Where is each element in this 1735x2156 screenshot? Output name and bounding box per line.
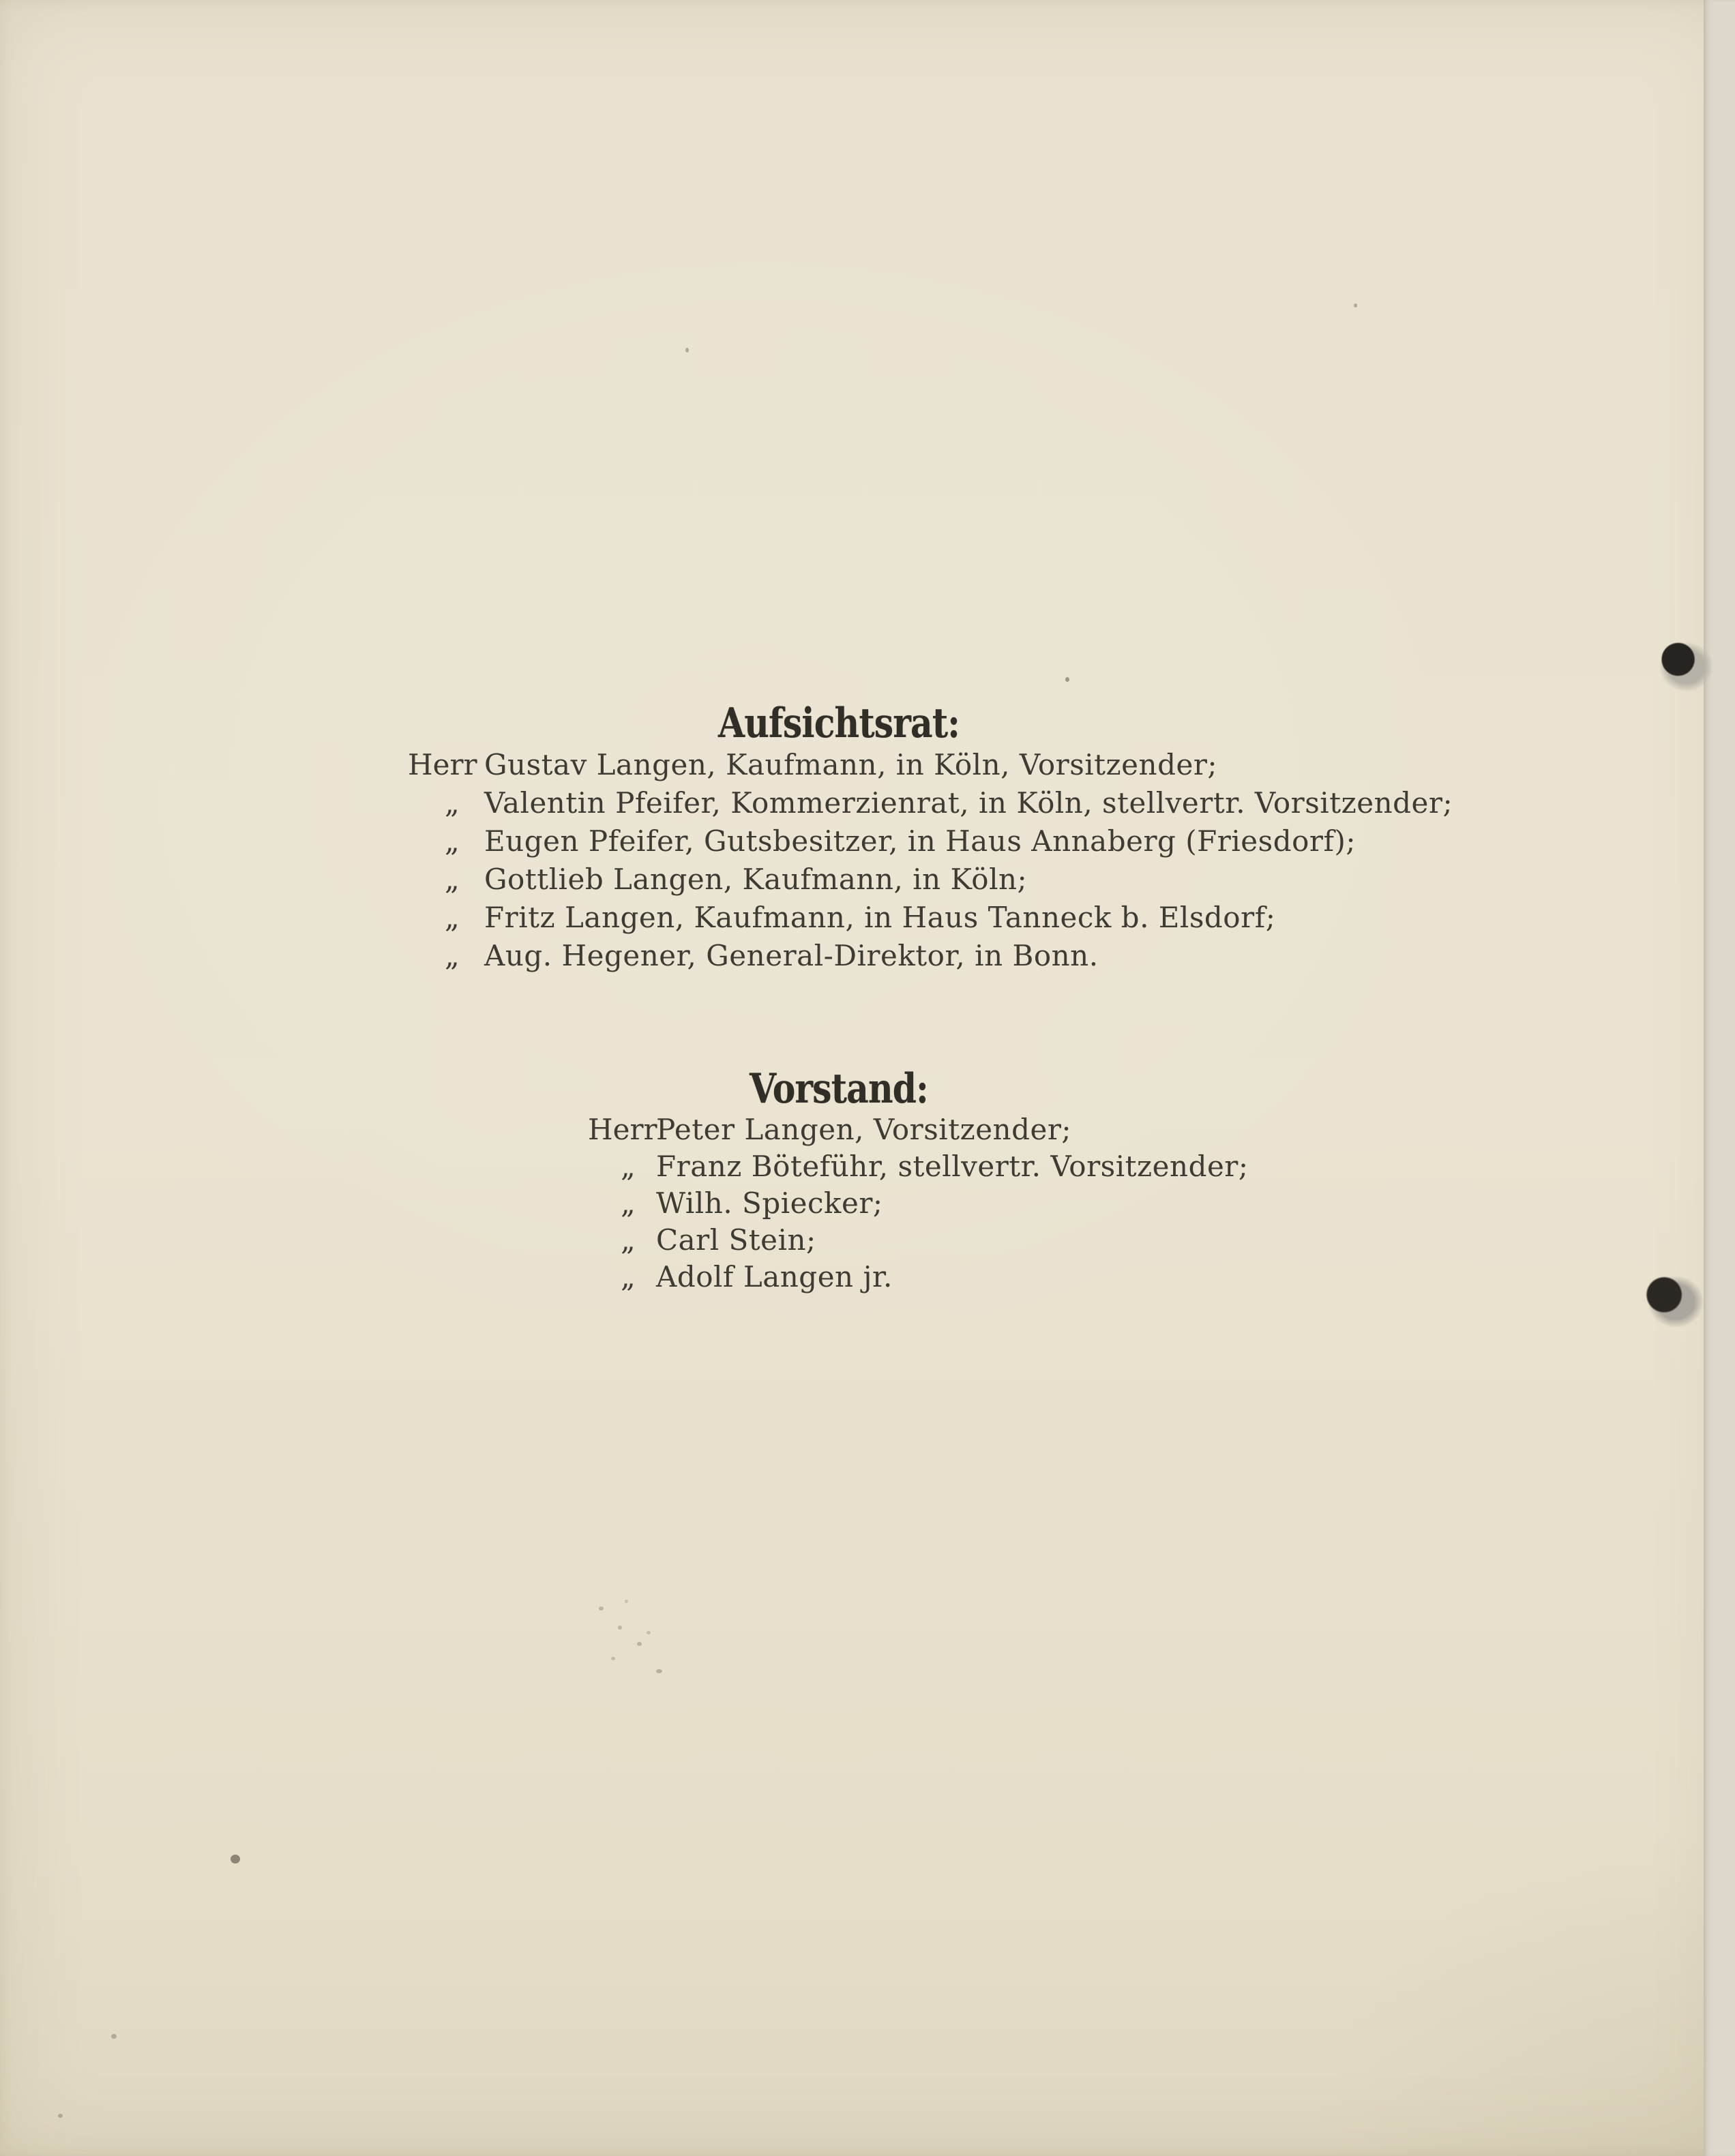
member-text: Carl Stein; [656,1223,816,1257]
paper-speck [656,1669,662,1673]
salutation-label: Herr [408,748,477,781]
ditto-mark: „ [445,824,460,858]
member-text: Wilh. Spiecker; [656,1186,883,1220]
paper-speck [637,1642,642,1646]
punch-hole-bottom [1631,1263,1708,1332]
punch-hole-top [1645,629,1719,697]
member-text: Gottlieb Langen, Kaufmann, in Köln; [484,863,1028,896]
board-member-row [408,860,1453,899]
ditto-mark: „ [621,1150,636,1183]
board-member-row [588,1259,1249,1296]
paper-speck [599,1606,604,1611]
board-member-row [408,899,1453,937]
board-member-row [408,937,1453,975]
board-member-row [588,1111,1249,1148]
member-text: Gustav Langen, Kaufmann, in Köln, Vorsitzender; [484,748,1218,781]
paper-speck [1354,303,1357,308]
ditto-mark: „ [621,1260,636,1293]
paper-speck [111,2034,117,2039]
member-text: Eugen Pfeifer, Gutsbesitzer, in Haus Annaberg (Friesdorf); [484,824,1356,858]
ditto-mark: „ [445,939,460,972]
board-member-row [588,1185,1249,1222]
board-member-row [408,746,1453,784]
paper-speck [1065,677,1069,682]
member-text: Valentin Pfeifer, Kommerzienrat, in Köln, stellvertr. Vorsitzender; [484,786,1453,820]
member-text: Aug. Hegener, General-Direktor, in Bonn. [484,939,1099,972]
paper-speck [58,2114,63,2118]
member-text: Fritz Langen, Kaufmann, in Haus Tanneck b. Elsdorf; [484,901,1276,934]
board-member-row [588,1148,1249,1185]
member-text: Franz Böteführ, stellvertr. Vorsitzender; [656,1150,1249,1183]
ditto-mark: „ [621,1223,636,1257]
paper-speck [625,1600,628,1603]
paper-speck [685,348,689,353]
paper-speck [618,1626,622,1630]
paper-speck [231,1855,240,1863]
member-text: Peter Langen, Vorsitzender; [656,1113,1072,1146]
board-member-row [588,1222,1249,1259]
vorstand-heading: Vorstand: [750,1065,928,1113]
board-member-row [408,822,1453,860]
paper-speck [611,1657,615,1660]
member-text: Adolf Langen jr. [656,1260,893,1293]
ditto-mark: „ [445,901,460,934]
ditto-mark: „ [445,863,460,896]
paper-speck [647,1631,651,1634]
aufsichtsrat-member-list [408,746,1453,975]
ditto-mark: „ [445,786,460,820]
aufsichtsrat-heading: Aufsichtsrat: [717,700,960,748]
ditto-mark: „ [621,1186,636,1220]
salutation-label: Herr [588,1113,657,1146]
vorstand-member-list [588,1111,1249,1296]
page-edge-strip [1704,0,1735,2156]
board-member-row [408,784,1453,822]
